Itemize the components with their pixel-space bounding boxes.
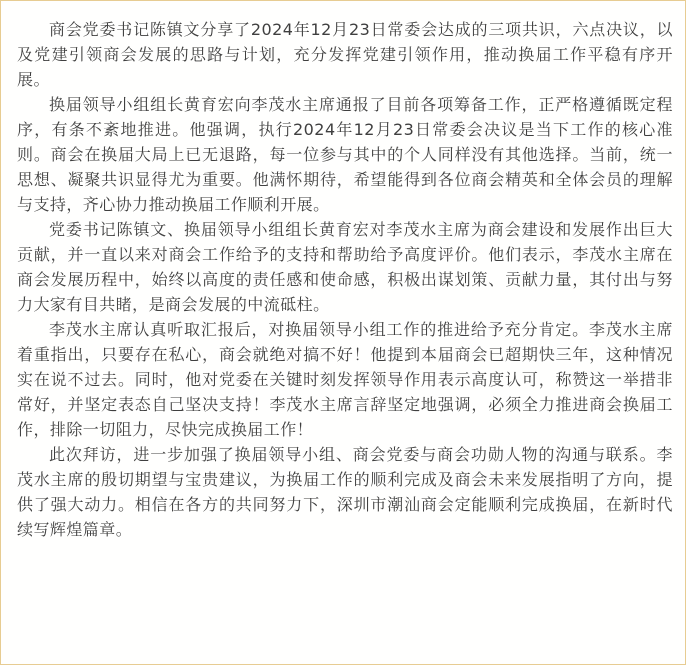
paragraph-5: 此次拜访，进一步加强了换届领导小组、商会党委与商会功勋人物的沟通与联系。李茂水主席的殷切期望与宝贵建议，为换届工作的顺利完成及商会未来发展指明了方向，提供了强大动力。相信在各方的共同努力下，深圳市潮汕商会定能顺利完成换届，在新时代续写辉煌篇章。 [17,445,673,539]
paragraph-1: 商会党委书记陈镇文分享了2024年12月23日常委会达成的三项共识，六点决议，以及党建引领商会发展的思路与计划，充分发挥党建引领作用，推动换届工作平稳有序开展。 [17,20,673,89]
paragraph-3: 党委书记陈镇文、换届领导小组组长黄育宏对李茂水主席为商会建设和发展作出巨大贡献，并一直以来对商会工作给予的支持和帮助给予高度评价。他们表示，李茂水主席在商会发展历程中，始终以高度的责任感和使命感，积极出谋划策、贡献力量，其付出与努力大家有目共睹，是商会发展的中流砥柱。 [17,220,673,314]
paragraph-2: 换届领导小组组长黄育宏向李茂水主席通报了目前各项筹备工作，正严格遵循既定程序，有条不紊地推进。他强调，执行2024年12月23日常委会决议是当下工作的核心准则。商会在换届大局上已无退路，每一位参与其中的个人同样没有其他选择。当前，统一思想、凝聚共识显得尤为重要。他满怀期待，希望能得到各位商会精英和全体会员的理解与支持，齐心协力推动换届工作顺利开展。 [17,95,673,214]
paragraph-4: 李茂水主席认真听取汇报后，对换届领导小组工作的推进给予充分肯定。李茂水主席着重指出，只要存在私心，商会就绝对搞不好！他提到本届商会已超期快三年，这种情况实在说不过去。同时，他对党委在关键时刻发挥领导作用表示高度认可，称赞这一举措非常好，并坚定表态自己坚决支持！李茂水主席言辞坚定地强调，必须全力推进商会换届工作，排除一切阻力，尽快完成换届工作！ [17,320,673,439]
article-body [17,17,673,542]
